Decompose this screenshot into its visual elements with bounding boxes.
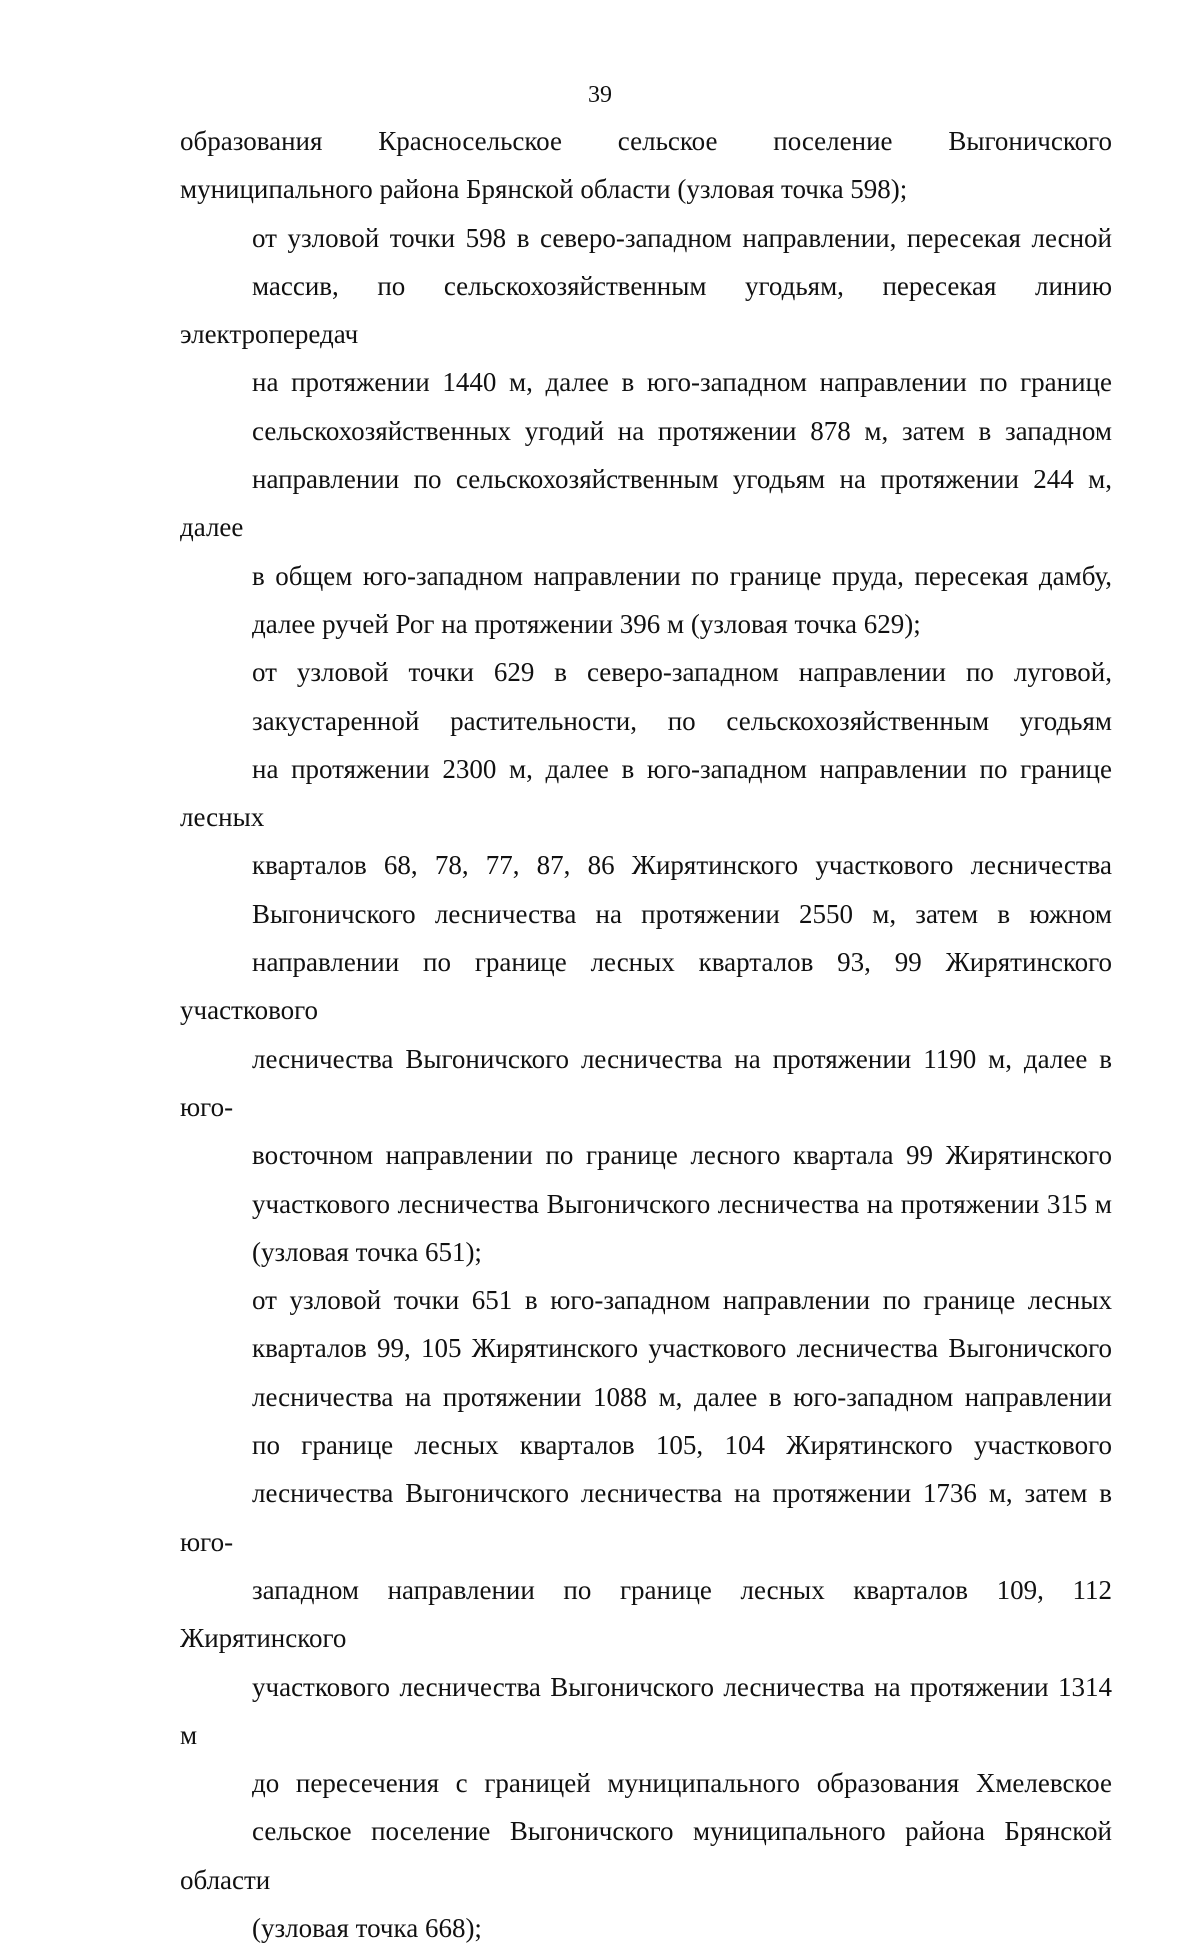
text-line: кварталов 68, 78, 77, 87, 86 Жирятинского участкового лесничества: [252, 850, 1112, 881]
text-line: от узловой точки 629 в северо-западном направлении по луговой,: [252, 657, 1112, 688]
text-line: лесничества Выгоничского лесничества на протяжении 1736 м, затем в юго-: [180, 1478, 1112, 1557]
body-text: [180, 117, 1112, 1952]
text-line: сельское поселение Выгоничского муниципального района Брянской области: [180, 1816, 1112, 1895]
text-line: от узловой точки 598 в северо-западном направлении, пересекая лесной: [252, 222, 1112, 253]
paragraph-3: [180, 648, 1112, 1276]
text-line: далее ручей Рог на протяжении 396 м (узловая точка 629);: [252, 608, 921, 639]
paragraph-2: [180, 214, 1112, 649]
page-number: 39: [588, 82, 612, 108]
text-line: от узловой точки 651 в юго-западном направлении по границе лесных: [252, 1285, 1112, 1316]
text-line: направлении по сельскохозяйственным угодьям на протяжении 244 м, далее: [180, 464, 1112, 543]
text-line: восточном направлении по границе лесного квартала 99 Жирятинского: [252, 1140, 1112, 1171]
text-line: Выгоничского лесничества на протяжении 2550 м, затем в южном: [252, 898, 1112, 929]
text-line: до пересечения с границей муниципального образования Хмелевское: [252, 1768, 1112, 1799]
text-line: (узловая точка 651);: [252, 1236, 482, 1267]
text-line: (узловая точка 668);: [252, 1912, 482, 1943]
text-line: закустаренной растительности, по сельскохозяйственным угодьям: [252, 705, 1112, 736]
text-line: на протяжении 2300 м, далее в юго-западном направлении по границе лесных: [180, 753, 1112, 833]
text-line: западном направлении по границе лесных кварталов 109, 112 Жирятинского: [180, 1574, 1112, 1654]
text-line: на протяжении 1440 м, далее в юго-западном направлении по границе: [252, 367, 1112, 398]
text-line: участкового лесничества Выгоничского лесничества на протяжении 1314 м: [180, 1671, 1112, 1750]
text-line: в общем юго-западном направлении по границе пруда, пересекая дамбу,: [252, 560, 1112, 591]
text-line: сельскохозяйственных угодий на протяжении 878 м, затем в западном: [252, 415, 1112, 446]
paragraph-4: [180, 1276, 1112, 1952]
text-line: массив, по сельскохозяйственным угодьям, пересекая линию электропередач: [180, 270, 1112, 350]
text-line: лесничества Выгоничского лесничества на протяжении 1190 м, далее в юго-: [180, 1043, 1112, 1122]
text-line: участкового лесничества Выгоничского лесничества на протяжении 315 м: [252, 1188, 1112, 1219]
text-line: муниципального района Брянской области (узловая точка 598);: [180, 174, 908, 205]
text-line: образования Красносельское сельское поселение Выгоничского: [180, 126, 1112, 156]
text-line: направлении по границе лесных кварталов 93, 99 Жирятинского участкового: [180, 947, 1112, 1026]
text-line: кварталов 99, 105 Жирятинского участкового лесничества Выгоничского: [252, 1333, 1112, 1364]
paragraph-1: [180, 117, 1112, 214]
text-line: лесничества на протяжении 1088 м, далее в юго-западном направлении: [252, 1381, 1112, 1412]
text-line: по границе лесных кварталов 105, 104 Жирятинского участкового: [252, 1430, 1112, 1461]
